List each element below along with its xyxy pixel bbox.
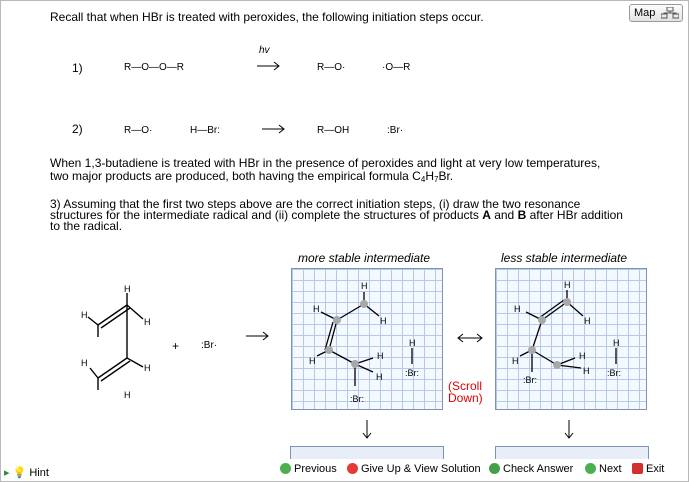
- paragraph2-line1: 3) Assuming that the first two steps above are the correct initiation steps, (i) draw the two resonance: [50, 197, 581, 211]
- svg-text:H: H: [584, 316, 591, 326]
- paragraph2-line3: to the radical.: [50, 219, 123, 233]
- check-answer-button[interactable]: [489, 462, 573, 476]
- svg-text:H: H: [309, 356, 316, 366]
- down-arrow-less-stable: [563, 418, 575, 442]
- svg-text::Br:: :Br:: [607, 368, 622, 378]
- previous-button[interactable]: [280, 462, 337, 476]
- svg-text:H: H: [313, 304, 320, 314]
- svg-text:H: H: [613, 338, 620, 348]
- give-up-icon: [347, 463, 358, 474]
- step2-product1: R—OH: [317, 125, 350, 136]
- check-icon: [489, 463, 500, 474]
- previous-icon: [280, 463, 291, 474]
- svg-text:H: H: [81, 358, 88, 368]
- step1-product2: ·O—R: [382, 62, 411, 73]
- reaction-arrow: [244, 330, 272, 342]
- svg-text:H: H: [144, 317, 151, 327]
- next-label: Next: [599, 463, 622, 475]
- previous-label: Previous: [294, 463, 337, 475]
- give-up-button[interactable]: [347, 462, 481, 476]
- hint-label: Hint: [29, 467, 49, 479]
- formula-prefix: two major products are produced, both having the empirical formula C: [50, 169, 421, 183]
- formula-sub1: 4: [420, 175, 426, 184]
- next-button[interactable]: [585, 462, 622, 476]
- map-icon: [661, 7, 679, 19]
- down-arrow-more-stable: [361, 418, 373, 442]
- svg-text:H: H: [361, 281, 368, 291]
- svg-text:H: H: [376, 372, 383, 382]
- exit-button[interactable]: [632, 462, 664, 476]
- paragraph2: [50, 199, 623, 232]
- formula-mid: H: [425, 169, 434, 183]
- product-b-label: B: [517, 208, 527, 222]
- lightbulb-icon: 💡: [12, 467, 27, 479]
- p2-pre: structures for the intermediate radical and (ii) complete the structures of products: [50, 208, 483, 222]
- p2-and: and: [490, 208, 518, 222]
- footer-bar: [0, 455, 687, 481]
- scroll-line2: Down): [448, 391, 483, 405]
- svg-text:H: H: [124, 285, 131, 294]
- paragraph1: [50, 157, 600, 186]
- step2-number: 2): [72, 122, 83, 136]
- step2-arrow: [260, 123, 288, 135]
- svg-text::Br:: :Br:: [405, 368, 420, 378]
- svg-text:H: H: [409, 338, 416, 348]
- check-label: Check Answer: [503, 463, 574, 475]
- svg-text:H: H: [583, 366, 590, 376]
- less-stable-structure: [495, 268, 647, 410]
- next-icon: [585, 463, 596, 474]
- svg-text:H: H: [564, 280, 571, 290]
- step2-reactant1: R—O·: [124, 125, 153, 136]
- paragraph1-line2: [50, 170, 600, 186]
- step1-number: 1): [72, 61, 83, 75]
- formula-sub2: 7: [433, 175, 439, 184]
- svg-text:H: H: [380, 316, 387, 326]
- step1-condition: hv: [259, 45, 270, 56]
- hint-button[interactable]: [4, 466, 49, 479]
- svg-text::Br:: :Br:: [523, 375, 538, 385]
- step1-arrow: [255, 60, 283, 72]
- butadiene-structure: [80, 285, 165, 400]
- svg-text:H: H: [144, 363, 151, 373]
- svg-text:H: H: [514, 304, 521, 314]
- more-stable-label: more stable intermediate: [298, 251, 431, 265]
- exit-label: Exit: [646, 463, 665, 475]
- svg-text:H: H: [377, 351, 384, 361]
- step1-reactant: R—O—O—R: [124, 62, 184, 73]
- product-a-label: A: [482, 208, 491, 222]
- give-up-label: Give Up & View Solution: [361, 463, 481, 475]
- p2-post: after HBr addition: [526, 208, 623, 222]
- step2-reactant2: H—Br:: [190, 125, 220, 136]
- scroll-down-note: [448, 380, 483, 404]
- paragraph2-line2: [50, 210, 623, 221]
- map-button[interactable]: [629, 4, 683, 22]
- triangle-icon: ▸: [4, 467, 10, 479]
- resonance-arrow: [455, 332, 485, 344]
- step2-product2: :Br·: [387, 125, 404, 136]
- formula-suffix: Br.: [438, 169, 454, 183]
- svg-text:H: H: [124, 390, 131, 400]
- intro-text: Recall that when HBr is treated with peroxides, the following initiation steps occur.: [50, 10, 484, 24]
- svg-text:H: H: [512, 356, 519, 366]
- more-stable-structure: [291, 268, 443, 410]
- svg-text::Br:: :Br:: [350, 394, 365, 404]
- exit-icon: [632, 463, 643, 474]
- svg-text:H: H: [579, 351, 586, 361]
- step1-product1: R—O·: [317, 62, 346, 73]
- br-radical-reagent: :Br·: [201, 340, 218, 351]
- plus-sign: +: [172, 339, 180, 353]
- scroll-line1: (Scroll: [448, 379, 483, 393]
- less-stable-label: less stable intermediate: [501, 251, 628, 265]
- map-label: Map: [634, 7, 656, 19]
- paragraph1-line1: When 1,3-butadiene is treated with HBr in the presence of peroxides and light at very low temperatures,: [50, 156, 601, 170]
- svg-text:H: H: [81, 310, 88, 320]
